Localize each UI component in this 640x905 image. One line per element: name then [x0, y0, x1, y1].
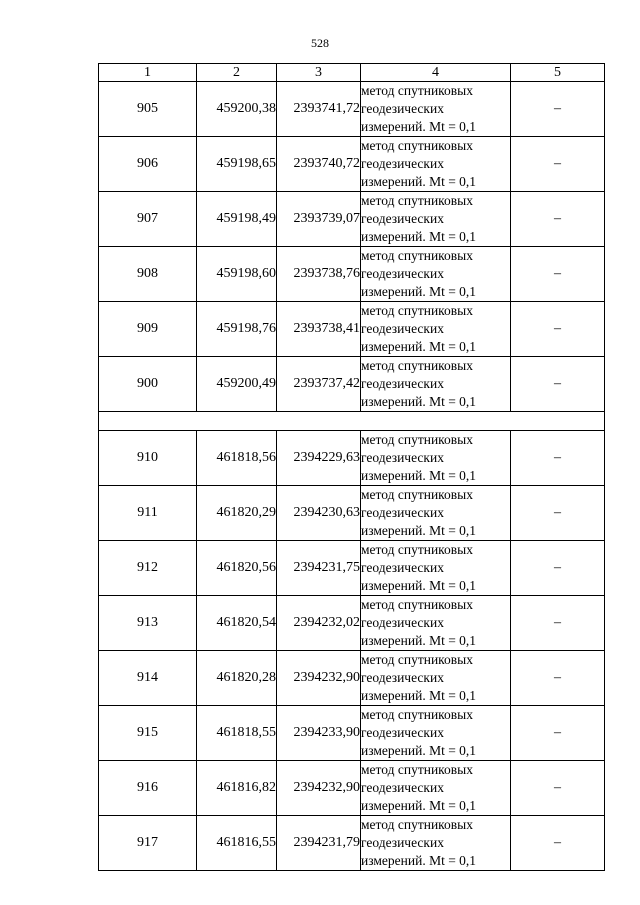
- method-line: измерений. Mt = 0,1: [361, 284, 477, 299]
- y-coordinate-cell: 2394229,63: [277, 431, 361, 486]
- method-line: измерений. Mt = 0,1: [361, 468, 477, 483]
- x-coordinate-cell: 459198,76: [197, 302, 277, 357]
- point-number-cell: 913: [99, 596, 197, 651]
- method-line: геодезических: [361, 101, 444, 116]
- table-header-row: [99, 64, 605, 82]
- point-number-cell: 906: [99, 137, 197, 192]
- table-row: [99, 247, 605, 302]
- y-coordinate-cell: 2393740,72: [277, 137, 361, 192]
- y-coordinate-cell: 2393738,76: [277, 247, 361, 302]
- note-cell: –: [511, 137, 605, 192]
- y-coordinate-cell: 2393741,72: [277, 82, 361, 137]
- method-line: измерений. Mt = 0,1: [361, 688, 477, 703]
- method-line: измерений. Mt = 0,1: [361, 853, 477, 868]
- method-cell: [361, 357, 511, 412]
- method-cell: [361, 816, 511, 871]
- table-row: [99, 82, 605, 137]
- x-coordinate-cell: 461820,28: [197, 651, 277, 706]
- note-cell: –: [511, 486, 605, 541]
- method-line: измерений. Mt = 0,1: [361, 339, 477, 354]
- method-cell: [361, 82, 511, 137]
- method-cell: [361, 541, 511, 596]
- method-line: измерений. Mt = 0,1: [361, 798, 477, 813]
- x-coordinate-cell: 461818,56: [197, 431, 277, 486]
- method-cell: [361, 192, 511, 247]
- table-row: [99, 651, 605, 706]
- method-line: геодезических: [361, 450, 444, 465]
- method-line: геодезических: [361, 505, 444, 520]
- method-line: измерений. Mt = 0,1: [361, 119, 477, 134]
- point-number-cell: 910: [99, 431, 197, 486]
- point-number-cell: 908: [99, 247, 197, 302]
- column-header-5: 5: [511, 64, 605, 82]
- x-coordinate-cell: 459200,38: [197, 82, 277, 137]
- x-coordinate-cell: 461820,54: [197, 596, 277, 651]
- method-line: метод спутниковых: [361, 652, 473, 667]
- method-line: геодезических: [361, 376, 444, 391]
- x-coordinate-cell: 461820,29: [197, 486, 277, 541]
- note-cell: –: [511, 651, 605, 706]
- note-cell: –: [511, 816, 605, 871]
- y-coordinate-cell: 2394233,90: [277, 706, 361, 761]
- method-line: геодезических: [361, 266, 444, 281]
- x-coordinate-cell: 459198,49: [197, 192, 277, 247]
- y-coordinate-cell: 2394232,90: [277, 651, 361, 706]
- method-cell: [361, 596, 511, 651]
- group-separator-row: [99, 412, 605, 431]
- point-number-cell: 914: [99, 651, 197, 706]
- method-cell: [361, 761, 511, 816]
- method-line: измерений. Mt = 0,1: [361, 394, 477, 409]
- method-line: метод спутниковых: [361, 762, 473, 777]
- column-header-3: 3: [277, 64, 361, 82]
- note-cell: –: [511, 541, 605, 596]
- method-line: геодезических: [361, 321, 444, 336]
- x-coordinate-cell: 459198,60: [197, 247, 277, 302]
- method-line: измерений. Mt = 0,1: [361, 633, 477, 648]
- method-line: метод спутниковых: [361, 303, 473, 318]
- table-row: [99, 596, 605, 651]
- method-line: измерений. Mt = 0,1: [361, 174, 477, 189]
- table-row: [99, 486, 605, 541]
- method-line: метод спутниковых: [361, 138, 473, 153]
- method-line: геодезических: [361, 156, 444, 171]
- table-row: [99, 302, 605, 357]
- method-line: измерений. Mt = 0,1: [361, 578, 477, 593]
- note-cell: –: [511, 706, 605, 761]
- method-cell: [361, 431, 511, 486]
- x-coordinate-cell: 461816,82: [197, 761, 277, 816]
- method-line: метод спутниковых: [361, 83, 473, 98]
- y-coordinate-cell: 2394231,79: [277, 816, 361, 871]
- method-cell: [361, 302, 511, 357]
- method-cell: [361, 137, 511, 192]
- method-cell: [361, 706, 511, 761]
- note-cell: –: [511, 431, 605, 486]
- y-coordinate-cell: 2394230,63: [277, 486, 361, 541]
- method-line: метод спутниковых: [361, 193, 473, 208]
- point-number-cell: 909: [99, 302, 197, 357]
- table-row: [99, 192, 605, 247]
- x-coordinate-cell: 461818,55: [197, 706, 277, 761]
- y-coordinate-cell: 2393738,41: [277, 302, 361, 357]
- method-line: метод спутниковых: [361, 487, 473, 502]
- point-number-cell: 916: [99, 761, 197, 816]
- method-line: метод спутниковых: [361, 707, 473, 722]
- point-number-cell: 905: [99, 82, 197, 137]
- point-number-cell: 912: [99, 541, 197, 596]
- note-cell: –: [511, 596, 605, 651]
- method-line: метод спутниковых: [361, 248, 473, 263]
- column-header-1: 1: [99, 64, 197, 82]
- x-coordinate-cell: 459200,49: [197, 357, 277, 412]
- method-cell: [361, 247, 511, 302]
- table-row: [99, 816, 605, 871]
- method-line: геодезических: [361, 211, 444, 226]
- note-cell: –: [511, 82, 605, 137]
- method-line: геодезических: [361, 670, 444, 685]
- table-row: [99, 431, 605, 486]
- point-number-cell: 907: [99, 192, 197, 247]
- note-cell: –: [511, 192, 605, 247]
- x-coordinate-cell: 461816,55: [197, 816, 277, 871]
- method-line: геодезических: [361, 780, 444, 795]
- method-cell: [361, 486, 511, 541]
- method-line: геодезических: [361, 835, 444, 850]
- y-coordinate-cell: 2394232,02: [277, 596, 361, 651]
- note-cell: –: [511, 357, 605, 412]
- coordinates-table: [98, 63, 605, 871]
- table-row: [99, 706, 605, 761]
- group-separator-cell: [99, 412, 605, 431]
- point-number-cell: 917: [99, 816, 197, 871]
- x-coordinate-cell: 461820,56: [197, 541, 277, 596]
- method-line: измерений. Mt = 0,1: [361, 523, 477, 538]
- point-number-cell: 900: [99, 357, 197, 412]
- method-line: метод спутниковых: [361, 432, 473, 447]
- table-row: [99, 761, 605, 816]
- method-line: метод спутниковых: [361, 597, 473, 612]
- method-line: геодезических: [361, 560, 444, 575]
- method-cell: [361, 651, 511, 706]
- table-row: [99, 357, 605, 412]
- note-cell: –: [511, 761, 605, 816]
- note-cell: –: [511, 302, 605, 357]
- x-coordinate-cell: 459198,65: [197, 137, 277, 192]
- y-coordinate-cell: 2394231,75: [277, 541, 361, 596]
- method-line: геодезических: [361, 615, 444, 630]
- point-number-cell: 911: [99, 486, 197, 541]
- column-header-2: 2: [197, 64, 277, 82]
- method-line: метод спутниковых: [361, 358, 473, 373]
- note-cell: –: [511, 247, 605, 302]
- y-coordinate-cell: 2393739,07: [277, 192, 361, 247]
- table-row: [99, 541, 605, 596]
- column-header-4: 4: [361, 64, 511, 82]
- method-line: метод спутниковых: [361, 817, 473, 832]
- page-number: 528: [311, 36, 329, 50]
- method-line: измерений. Mt = 0,1: [361, 743, 477, 758]
- method-line: метод спутниковых: [361, 542, 473, 557]
- method-line: измерений. Mt = 0,1: [361, 229, 477, 244]
- table-row: [99, 137, 605, 192]
- point-number-cell: 915: [99, 706, 197, 761]
- method-line: геодезических: [361, 725, 444, 740]
- y-coordinate-cell: 2394232,90: [277, 761, 361, 816]
- y-coordinate-cell: 2393737,42: [277, 357, 361, 412]
